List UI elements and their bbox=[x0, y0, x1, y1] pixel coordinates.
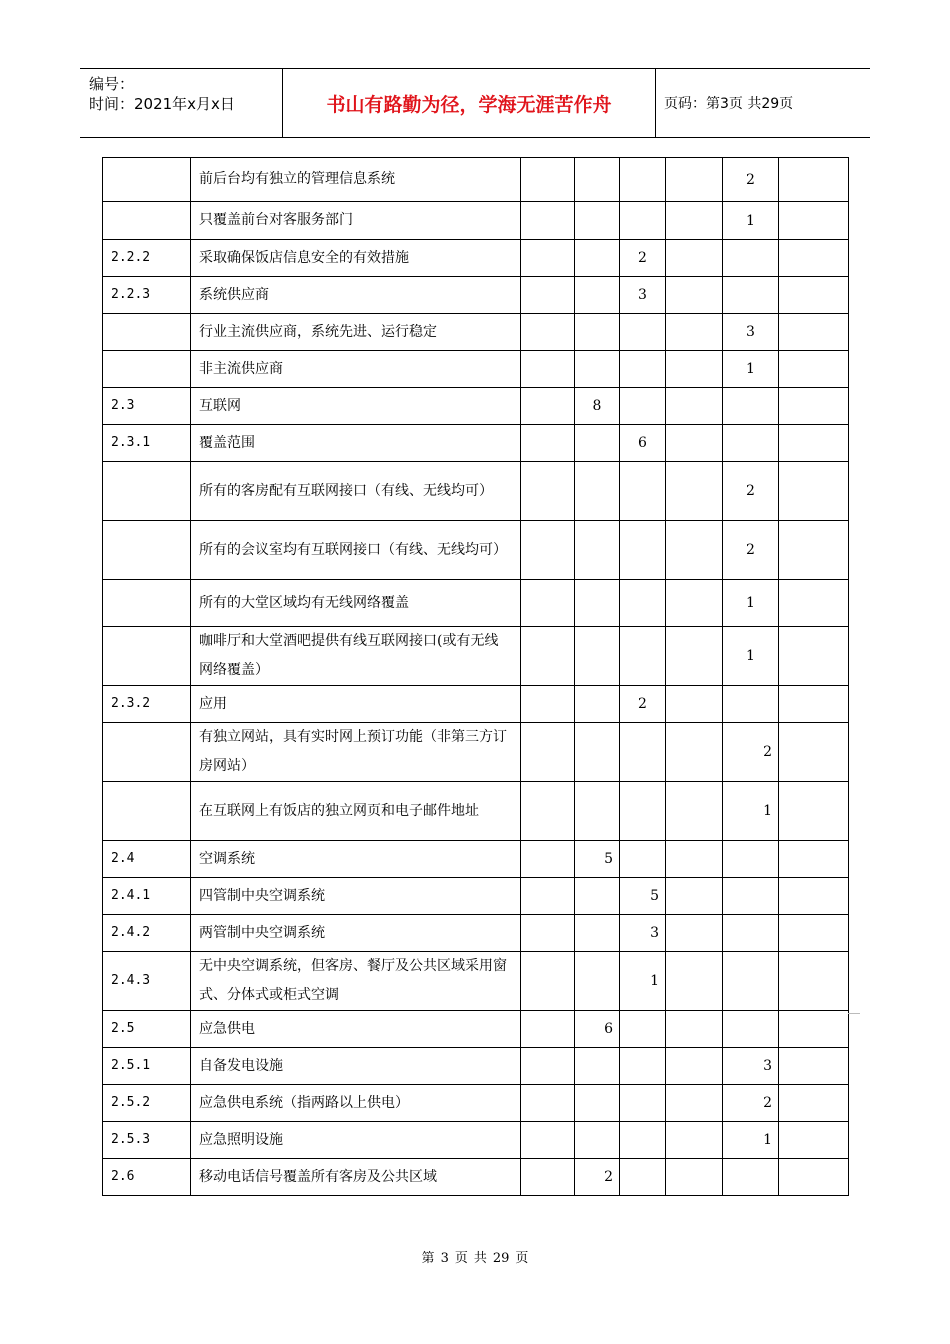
item-cell: 四管制中央空调系统 bbox=[191, 878, 521, 915]
code-cell bbox=[103, 158, 191, 202]
table-row bbox=[103, 240, 849, 277]
score-cell bbox=[521, 915, 575, 952]
score-cell bbox=[779, 915, 849, 952]
score-cell bbox=[779, 686, 849, 723]
score-cell bbox=[575, 686, 620, 723]
score-cell bbox=[521, 240, 575, 277]
score-cell bbox=[666, 915, 723, 952]
code-cell: 2.2.2 bbox=[103, 240, 191, 277]
code-cell: 2.3.2 bbox=[103, 686, 191, 723]
score-cell bbox=[575, 202, 620, 240]
item-cell: 只覆盖前台对客服务部门 bbox=[191, 202, 521, 240]
code-cell bbox=[103, 202, 191, 240]
page-label: 页码：第3页 共29页 bbox=[664, 96, 794, 112]
score-cell bbox=[779, 1011, 849, 1048]
score-cell bbox=[666, 627, 723, 686]
item-cell: 前后台均有独立的管理信息系统 bbox=[191, 158, 521, 202]
footer-page: 3 bbox=[440, 1251, 449, 1266]
score-cell bbox=[779, 521, 849, 580]
score-cell: 1 bbox=[723, 1122, 779, 1159]
item-cell: 应急供电系统（指两路以上供电） bbox=[191, 1085, 521, 1122]
score-cell bbox=[779, 240, 849, 277]
score-cell bbox=[779, 462, 849, 521]
footer-suffix: 页 bbox=[515, 1251, 529, 1266]
score-cell bbox=[575, 952, 620, 1011]
score-cell bbox=[723, 425, 779, 462]
score-cell bbox=[620, 521, 666, 580]
score-cell bbox=[575, 1122, 620, 1159]
score-cell bbox=[521, 580, 575, 627]
score-cell bbox=[575, 782, 620, 841]
score-cell bbox=[620, 202, 666, 240]
table-row bbox=[103, 878, 849, 915]
score-cell bbox=[779, 580, 849, 627]
score-cell bbox=[620, 1159, 666, 1196]
score-cell bbox=[575, 1048, 620, 1085]
table-row bbox=[103, 782, 849, 841]
item-cell: 覆盖范围 bbox=[191, 425, 521, 462]
score-cell bbox=[666, 158, 723, 202]
score-cell: 2 bbox=[723, 1085, 779, 1122]
table-row bbox=[103, 314, 849, 351]
table-body bbox=[103, 158, 849, 1196]
table-row bbox=[103, 915, 849, 952]
score-cell: 2 bbox=[620, 686, 666, 723]
score-cell bbox=[620, 841, 666, 878]
score-cell bbox=[521, 1159, 575, 1196]
score-cell bbox=[521, 841, 575, 878]
score-cell bbox=[620, 723, 666, 782]
header-motto-cell bbox=[282, 69, 656, 137]
score-cell bbox=[666, 686, 723, 723]
table-row bbox=[103, 841, 849, 878]
code-cell bbox=[103, 314, 191, 351]
score-cell bbox=[666, 841, 723, 878]
code-cell: 2.5 bbox=[103, 1011, 191, 1048]
item-cell: 在互联网上有饭店的独立网页和电子邮件地址 bbox=[191, 782, 521, 841]
score-cell bbox=[723, 277, 779, 314]
score-cell bbox=[723, 915, 779, 952]
table-row bbox=[103, 1048, 849, 1085]
code-cell: 2.2.3 bbox=[103, 277, 191, 314]
score-cell bbox=[779, 952, 849, 1011]
score-cell bbox=[779, 1085, 849, 1122]
score-cell bbox=[666, 240, 723, 277]
score-cell bbox=[666, 351, 723, 388]
score-cell bbox=[575, 878, 620, 915]
score-cell bbox=[779, 202, 849, 240]
score-cell bbox=[666, 462, 723, 521]
score-cell bbox=[666, 425, 723, 462]
score-cell bbox=[779, 878, 849, 915]
item-cell: 所有的会议室均有互联网接口（有线、无线均可） bbox=[191, 521, 521, 580]
score-cell bbox=[666, 952, 723, 1011]
code-cell: 2.4.3 bbox=[103, 952, 191, 1011]
score-cell bbox=[666, 314, 723, 351]
code-cell bbox=[103, 627, 191, 686]
score-cell bbox=[620, 388, 666, 425]
score-cell bbox=[723, 1159, 779, 1196]
item-cell: 自备发电设施 bbox=[191, 1048, 521, 1085]
table-row bbox=[103, 158, 849, 202]
header-page-cell bbox=[656, 69, 870, 137]
score-cell bbox=[620, 351, 666, 388]
score-cell: 3 bbox=[723, 1048, 779, 1085]
score-cell bbox=[521, 351, 575, 388]
score-cell bbox=[666, 1085, 723, 1122]
footer-total-prefix: 共 bbox=[473, 1251, 487, 1266]
score-cell bbox=[779, 351, 849, 388]
score-cell bbox=[575, 521, 620, 580]
score-cell bbox=[620, 1048, 666, 1085]
code-cell: 2.5.2 bbox=[103, 1085, 191, 1122]
code-cell: 2.4.1 bbox=[103, 878, 191, 915]
score-cell bbox=[779, 158, 849, 202]
score-cell bbox=[666, 277, 723, 314]
score-cell bbox=[779, 841, 849, 878]
score-cell: 1 bbox=[723, 580, 779, 627]
score-cell bbox=[575, 627, 620, 686]
code-cell bbox=[103, 723, 191, 782]
score-cell bbox=[521, 388, 575, 425]
code-cell: 2.3 bbox=[103, 388, 191, 425]
item-cell: 有独立网站，具有实时网上预订功能（非第三方订房网站） bbox=[191, 723, 521, 782]
item-cell: 应急照明设施 bbox=[191, 1122, 521, 1159]
score-cell bbox=[666, 202, 723, 240]
table-row bbox=[103, 521, 849, 580]
score-cell bbox=[521, 202, 575, 240]
score-cell bbox=[666, 1122, 723, 1159]
score-cell bbox=[575, 158, 620, 202]
header-meta bbox=[80, 69, 280, 137]
score-cell bbox=[666, 580, 723, 627]
table-row bbox=[103, 1122, 849, 1159]
score-cell bbox=[779, 782, 849, 841]
score-cell bbox=[723, 388, 779, 425]
score-cell bbox=[779, 627, 849, 686]
score-cell bbox=[620, 462, 666, 521]
score-cell bbox=[779, 314, 849, 351]
score-cell: 2 bbox=[723, 462, 779, 521]
time-label: 时间：2021年x月x日 bbox=[89, 95, 235, 113]
score-cell bbox=[723, 1011, 779, 1048]
score-cell bbox=[620, 1011, 666, 1048]
item-cell: 两管制中央空调系统 bbox=[191, 915, 521, 952]
number-label: 编号： bbox=[89, 75, 135, 93]
score-cell bbox=[779, 425, 849, 462]
motto: 书山有路勤为径，学海无涯苦作舟 bbox=[326, 93, 612, 116]
score-cell bbox=[620, 1085, 666, 1122]
score-cell bbox=[723, 841, 779, 878]
table-row bbox=[103, 277, 849, 314]
item-cell: 所有的客房配有互联网接口（有线、无线均可） bbox=[191, 462, 521, 521]
table-row bbox=[103, 952, 849, 1011]
code-cell: 2.3.1 bbox=[103, 425, 191, 462]
score-cell bbox=[620, 1122, 666, 1159]
score-cell bbox=[620, 580, 666, 627]
score-cell: 2 bbox=[723, 521, 779, 580]
score-cell bbox=[521, 462, 575, 521]
table-row bbox=[103, 627, 849, 686]
score-cell bbox=[521, 425, 575, 462]
item-cell: 非主流供应商 bbox=[191, 351, 521, 388]
score-cell bbox=[521, 952, 575, 1011]
code-cell: 2.4 bbox=[103, 841, 191, 878]
score-cell bbox=[521, 1085, 575, 1122]
score-cell bbox=[779, 723, 849, 782]
score-cell bbox=[575, 580, 620, 627]
score-cell bbox=[575, 314, 620, 351]
score-cell bbox=[521, 723, 575, 782]
score-cell: 1 bbox=[723, 782, 779, 841]
score-cell: 1 bbox=[723, 351, 779, 388]
score-cell bbox=[723, 952, 779, 1011]
item-cell: 采取确保饭店信息安全的有效措施 bbox=[191, 240, 521, 277]
score-cell bbox=[723, 878, 779, 915]
score-cell bbox=[521, 277, 575, 314]
score-cell: 2 bbox=[723, 158, 779, 202]
code-cell: 2.5.3 bbox=[103, 1122, 191, 1159]
score-cell: 6 bbox=[620, 425, 666, 462]
score-cell bbox=[666, 782, 723, 841]
item-cell: 系统供应商 bbox=[191, 277, 521, 314]
score-cell: 2 bbox=[723, 723, 779, 782]
score-cell bbox=[620, 158, 666, 202]
score-cell: 5 bbox=[575, 841, 620, 878]
score-cell bbox=[521, 1048, 575, 1085]
score-cell bbox=[575, 425, 620, 462]
code-cell: 2.5.1 bbox=[103, 1048, 191, 1085]
score-cell bbox=[666, 1048, 723, 1085]
score-cell bbox=[521, 1122, 575, 1159]
score-cell bbox=[575, 723, 620, 782]
score-cell bbox=[521, 521, 575, 580]
table-row bbox=[103, 1011, 849, 1048]
item-cell: 移动电话信号覆盖所有客房及公共区域 bbox=[191, 1159, 521, 1196]
score-cell bbox=[666, 1011, 723, 1048]
score-cell bbox=[521, 686, 575, 723]
table-row bbox=[103, 351, 849, 388]
score-cell: 2 bbox=[620, 240, 666, 277]
item-cell: 应急供电 bbox=[191, 1011, 521, 1048]
table-row bbox=[103, 425, 849, 462]
score-cell bbox=[575, 462, 620, 521]
item-cell: 互联网 bbox=[191, 388, 521, 425]
footer-mid: 页 bbox=[454, 1251, 468, 1266]
page-footer bbox=[0, 1247, 950, 1266]
table-row bbox=[103, 388, 849, 425]
score-cell bbox=[666, 388, 723, 425]
score-cell: 6 bbox=[575, 1011, 620, 1048]
table-row bbox=[103, 462, 849, 521]
score-cell: 1 bbox=[723, 627, 779, 686]
code-cell bbox=[103, 521, 191, 580]
item-cell: 行业主流供应商，系统先进、运行稳定 bbox=[191, 314, 521, 351]
score-cell: 1 bbox=[723, 202, 779, 240]
stray-line bbox=[848, 1013, 860, 1014]
item-cell: 咖啡厅和大堂酒吧提供有线互联网接口(或有无线网络覆盖） bbox=[191, 627, 521, 686]
score-cell bbox=[620, 314, 666, 351]
code-cell bbox=[103, 782, 191, 841]
score-cell bbox=[521, 627, 575, 686]
table-row bbox=[103, 1159, 849, 1196]
code-cell: 2.4.2 bbox=[103, 915, 191, 952]
score-cell: 3 bbox=[620, 277, 666, 314]
score-cell bbox=[666, 723, 723, 782]
item-cell: 无中央空调系统，但客房、餐厅及公共区域采用窗式、分体式或柜式空调 bbox=[191, 952, 521, 1011]
table-row bbox=[103, 723, 849, 782]
code-cell bbox=[103, 351, 191, 388]
document-header bbox=[80, 68, 870, 138]
table-row bbox=[103, 1085, 849, 1122]
score-cell: 5 bbox=[620, 878, 666, 915]
score-cell: 3 bbox=[723, 314, 779, 351]
table-row bbox=[103, 580, 849, 627]
code-cell: 2.6 bbox=[103, 1159, 191, 1196]
score-cell: 2 bbox=[575, 1159, 620, 1196]
score-cell: 3 bbox=[620, 915, 666, 952]
score-cell bbox=[521, 314, 575, 351]
score-cell bbox=[779, 1159, 849, 1196]
item-cell: 所有的大堂区域均有无线网络覆盖 bbox=[191, 580, 521, 627]
item-cell: 应用 bbox=[191, 686, 521, 723]
score-cell bbox=[521, 878, 575, 915]
footer-total: 29 bbox=[492, 1251, 510, 1266]
table-row bbox=[103, 202, 849, 240]
score-cell bbox=[575, 240, 620, 277]
score-cell bbox=[779, 1048, 849, 1085]
table-row bbox=[103, 686, 849, 723]
score-cell bbox=[575, 277, 620, 314]
code-cell bbox=[103, 462, 191, 521]
score-cell bbox=[521, 158, 575, 202]
score-cell bbox=[620, 782, 666, 841]
score-cell: 1 bbox=[620, 952, 666, 1011]
score-cell bbox=[620, 627, 666, 686]
score-cell bbox=[521, 1011, 575, 1048]
code-cell bbox=[103, 580, 191, 627]
score-cell: 8 bbox=[575, 388, 620, 425]
score-cell bbox=[575, 351, 620, 388]
score-cell bbox=[779, 388, 849, 425]
score-cell bbox=[779, 277, 849, 314]
footer-prefix: 第 bbox=[421, 1251, 435, 1266]
rating-table bbox=[102, 157, 849, 1196]
score-cell bbox=[723, 240, 779, 277]
score-cell bbox=[575, 1085, 620, 1122]
score-cell bbox=[521, 782, 575, 841]
item-cell: 空调系统 bbox=[191, 841, 521, 878]
score-cell bbox=[575, 915, 620, 952]
score-cell bbox=[723, 686, 779, 723]
score-cell bbox=[666, 521, 723, 580]
score-cell bbox=[666, 1159, 723, 1196]
score-cell bbox=[666, 878, 723, 915]
score-cell bbox=[779, 1122, 849, 1159]
